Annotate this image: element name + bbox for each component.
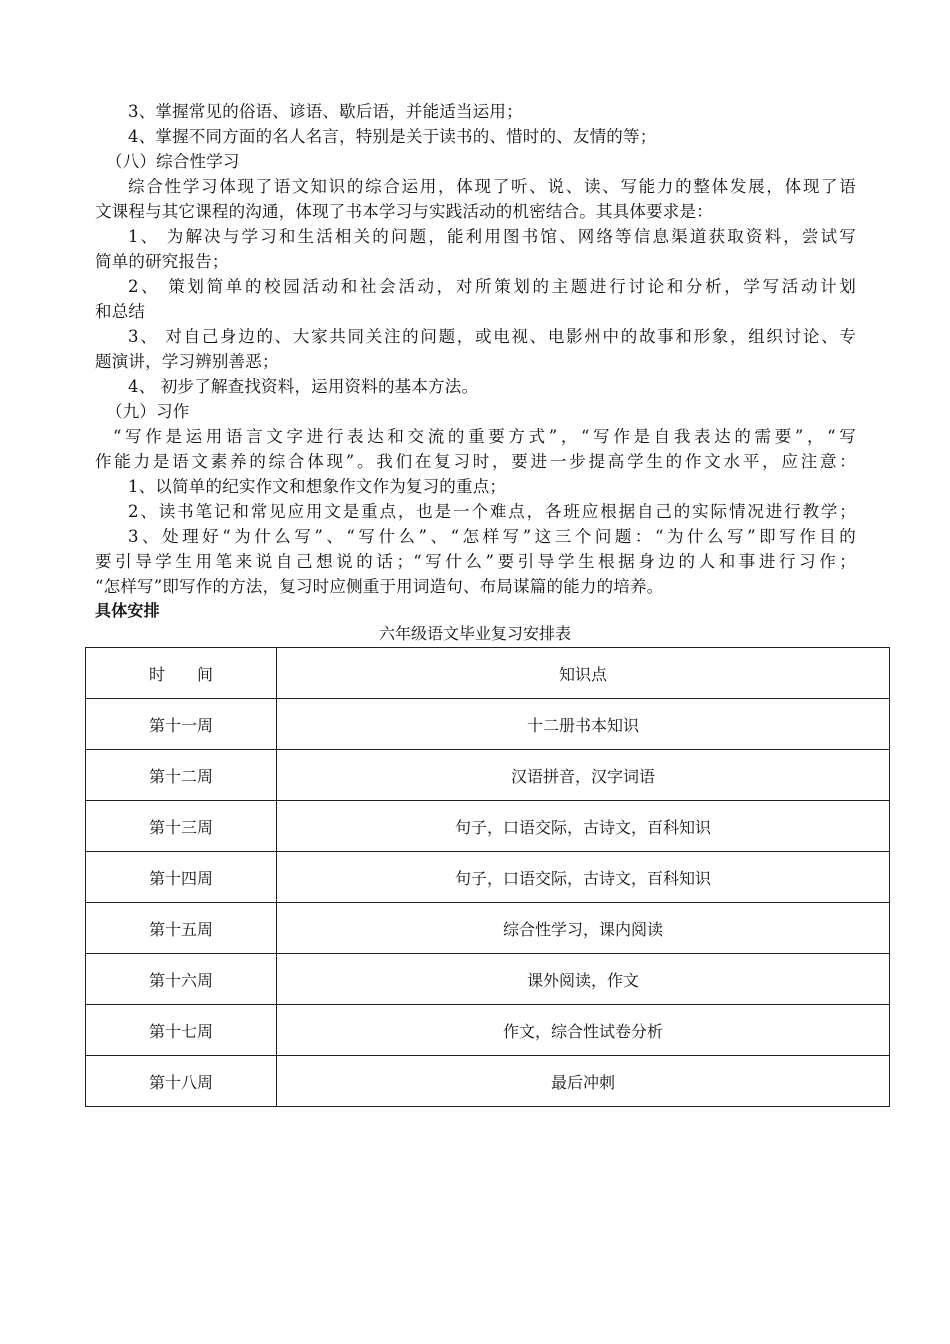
header-cell-time: 时 间 [86,648,277,699]
topic-cell: 课外阅读，作文 [277,954,890,1005]
paragraph-line: 题演讲，学习辨别善恶； [95,352,279,371]
table-row [86,903,890,954]
paragraph-line: 1、 为解决与学习和生活相关的问题，能利用图书馆、网络等信息渠道获取资料，尝试写 [128,227,856,246]
section-heading-comprehensive: （八）综合性学习 [106,152,240,171]
table-header-row [86,648,890,699]
paragraph-line: 和总结 [95,302,146,321]
paragraph-line: 4、掌握不同方面的名人名言，特别是关于读书的、惜时的、友情的等； [128,127,657,146]
table-row [86,954,890,1005]
paragraph-line: 2、读书笔记和常见应用文是重点，也是一个难点，各班应根据自己的实际情况进行教学； [128,502,856,521]
table-caption: 六年级语文毕业复习安排表 [378,624,571,643]
topic-cell: 句子，口语交际，古诗文，百科知识 [277,852,890,903]
topic-cell: 十二册书本知识 [277,699,890,750]
paragraph-line: 综合性学习体现了语文知识的综合运用，体现了听、说、读、写能力的整体发展，体现了语 [128,177,856,196]
week-cell: 第十三周 [86,801,277,852]
week-cell: 第十七周 [86,1005,277,1056]
topic-cell: 综合性学习，课内阅读 [277,903,890,954]
week-cell: 第十五周 [86,903,277,954]
header-cell-topic: 知识点 [277,648,890,699]
week-cell: 第十二周 [86,750,277,801]
paragraph-line: 3、处理好“为什么写”、“写什么”、“怎样写”这三个问题：“为什么写”即写作目的 [128,527,856,546]
table-row [86,1005,890,1056]
section-heading-schedule: 具体安排 [95,601,160,620]
paragraph-line: 1、以简单的纪实作文和想象作文作为复习的重点； [128,477,507,496]
week-cell: 第十六周 [86,954,277,1005]
table-row [86,852,890,903]
paragraph-line: 作能力是语文素养的综合体现”。我们在复习时，要进一步提高学生的作文水平，应注意： [95,452,856,471]
paragraph-line: 简单的研究报告； [95,252,229,271]
table-row [86,1056,890,1107]
topic-cell: 最后冲刺 [277,1056,890,1107]
paragraph-line: 4、 初步了解查找资料，运用资料的基本方法。 [128,377,479,396]
table-row [86,750,890,801]
week-cell: 第十一周 [86,699,277,750]
paragraph-line: 3、 对自己身边的、大家共同关注的问题，或电视、电影州中的故事和形象，组织讨论、专 [128,327,856,346]
paragraph-line: “怎样写”即写作的方法，复习时应侧重于用词造句、布局谋篇的能力的培养。 [95,577,664,596]
topic-cell: 汉语拼音，汉字词语 [277,750,890,801]
table-row [86,699,890,750]
section-heading-writing: （九）习作 [106,402,190,421]
paragraph-line: “写作是运用语言文字进行表达和交流的重要方式”，“写作是自我表达的需要”，“写 [113,427,856,446]
topic-cell: 作文，综合性试卷分析 [277,1005,890,1056]
week-cell: 第十四周 [86,852,277,903]
paragraph-line: 文课程与其它课程的沟通，体现了书本学习与实践活动的机密结合。其具体要求是： [95,202,713,221]
paragraph-line: 2、 策划简单的校园活动和社会活动，对所策划的主题进行讨论和分析，学写活动计划 [128,277,856,296]
table-row [86,801,890,852]
week-cell: 第十八周 [86,1056,277,1107]
schedule-table [85,647,890,1107]
topic-cell: 句子，口语交际，古诗文，百科知识 [277,801,890,852]
paragraph-line: 3、掌握常见的俗语、谚语、歇后语，并能适当运用； [128,102,523,121]
paragraph-line: 要引导学生用笔来说自己想说的话；“写什么”要引导学生根据身边的人和事进行习作； [95,552,856,571]
